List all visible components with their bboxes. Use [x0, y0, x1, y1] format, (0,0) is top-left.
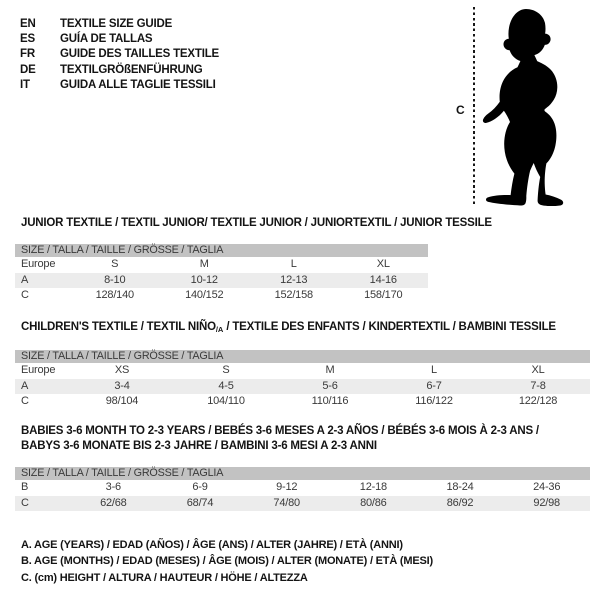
children-title-text: / TEXTILE DES ENFANTS / KINDERTEXTIL / BAMBINI TESSILE [223, 321, 556, 333]
junior-size-table [15, 244, 428, 304]
size-cell: M [199, 258, 209, 270]
size-cell: XL [531, 364, 545, 376]
size-cell: 12-18 [359, 481, 387, 493]
row-label: Europe [21, 364, 56, 376]
language-title-block [20, 16, 219, 92]
size-cell: 3-6 [105, 481, 121, 493]
language-code: DE [20, 63, 36, 76]
size-cell: XS [114, 364, 130, 376]
row-label: B [21, 481, 29, 493]
table-row [15, 288, 428, 304]
babies-title-line1: BABIES 3-6 MONTH TO 2-3 YEARS / BEBÉS 3-6 MESES A 2-3 AÑOS / BÉBÉS 3-6 MOIS À 2-3 ANS / [21, 425, 539, 437]
size-cell: XL [376, 258, 390, 270]
language-code: FR [20, 48, 35, 61]
size-cell: 158/170 [364, 289, 403, 301]
size-cell: 14-16 [369, 273, 397, 286]
baby-silhouette-icon [482, 8, 572, 206]
size-cell: 152/158 [274, 289, 313, 301]
babies-title-line2: BABYS 3-6 MONATE BIS 2-3 JAHRE / BAMBINI 3-6 MESI A 2-3 ANNI [21, 440, 377, 452]
size-cell: 128/140 [95, 289, 134, 301]
size-table-header: SIZE / TALLA / TAILLE / GRÖSSE / TAGLIA [15, 467, 590, 480]
language-code: EN [20, 17, 36, 30]
language-title: GUIDE DES TAILLES TEXTILE [60, 48, 219, 61]
size-cell: 6-9 [192, 481, 208, 493]
size-cell: 86/92 [446, 496, 474, 509]
language-row [20, 31, 219, 46]
size-cell: 4-5 [218, 379, 234, 392]
size-cell: 5-6 [322, 379, 338, 392]
table-row [15, 480, 590, 496]
language-code: ES [20, 32, 35, 45]
row-label: A [21, 273, 29, 286]
children-title-text: CHILDREN'S TEXTILE / TEXTIL NIÑO [21, 321, 216, 333]
language-row [20, 62, 219, 77]
size-cell: 122/128 [518, 395, 558, 407]
size-cell: M [325, 364, 335, 376]
babies-section-title [21, 424, 581, 454]
babies-size-table [15, 467, 590, 511]
size-cell: 68/74 [186, 496, 214, 509]
size-cell: 3-4 [114, 379, 130, 392]
children-section-title [21, 320, 556, 337]
table-row [15, 363, 590, 379]
row-label: C [21, 289, 29, 301]
size-cell: 116/122 [415, 395, 453, 407]
size-cell: 10-12 [190, 273, 218, 286]
size-cell: 8-10 [104, 273, 126, 286]
size-cell: 9-12 [276, 481, 298, 493]
table-row [15, 496, 590, 512]
language-row [20, 16, 219, 31]
size-cell: 104/110 [207, 395, 245, 407]
language-title: GUIDA ALLE TAGLIE TESSILI [60, 78, 216, 91]
table-row [15, 394, 590, 410]
language-row [20, 77, 219, 92]
language-title: TEXTILE SIZE GUIDE [60, 17, 173, 30]
size-cell: 74/80 [273, 496, 300, 509]
junior-section-title: JUNIOR TEXTILE / TEXTIL JUNIOR/ TEXTILE JUNIOR / JUNIORTEXTIL / JUNIOR TESSILE [21, 217, 492, 229]
table-row [15, 257, 428, 273]
row-label: Europe [21, 258, 56, 270]
children-title-subscript: /A [215, 325, 224, 334]
language-row [20, 47, 219, 62]
size-cell: 7-8 [530, 379, 546, 392]
row-label: C [21, 496, 29, 509]
table-row [15, 379, 590, 395]
footnote-a: A. AGE (YEARS) / EDAD (AÑOS) / ÂGE (ANS) / ALTER (JAHRE) / ETÀ (ANNI) [21, 539, 403, 551]
size-cell: 24-36 [533, 481, 561, 493]
size-table-header: SIZE / TALLA / TAILLE / GRÖSSE / TAGLIA [15, 244, 428, 257]
row-label: A [21, 379, 29, 392]
size-cell: L [290, 258, 297, 270]
size-cell: 92/98 [533, 496, 560, 509]
size-cell: 110/116 [311, 395, 349, 407]
size-cell: 62/68 [100, 496, 127, 509]
size-cell: 140/152 [185, 289, 224, 301]
size-cell: 6-7 [426, 379, 442, 392]
language-title: GUÍA DE TALLAS [60, 32, 153, 45]
language-code: IT [20, 78, 30, 91]
size-table-header: SIZE / TALLA / TAILLE / GRÖSSE / TAGLIA [15, 350, 590, 363]
size-cell: 12-13 [280, 273, 308, 286]
footnote-c: C. (cm) HEIGHT / ALTURA / HAUTEUR / HÖHE / ALTEZZA [21, 571, 308, 584]
row-label: C [21, 395, 29, 407]
size-cell: S [222, 364, 230, 376]
measure-label-c: C [456, 103, 465, 117]
height-measure-dotted-line [473, 7, 475, 206]
footnotes-block [21, 537, 433, 586]
size-cell: L [431, 364, 437, 376]
size-cell: S [111, 258, 119, 270]
size-cell: 98/104 [105, 395, 139, 407]
size-cell: 80/86 [360, 496, 387, 509]
size-cell: 18-24 [446, 481, 474, 493]
language-title: TEXTILGRÖßENFÜHRUNG [60, 63, 203, 76]
footnote-b: B. AGE (MONTHS) / EDAD (MESES) / ÂGE (MOIS) / ALTER (MONATE) / ETÀ (MESI) [21, 555, 433, 568]
table-row [15, 273, 428, 289]
children-size-table [15, 350, 590, 410]
